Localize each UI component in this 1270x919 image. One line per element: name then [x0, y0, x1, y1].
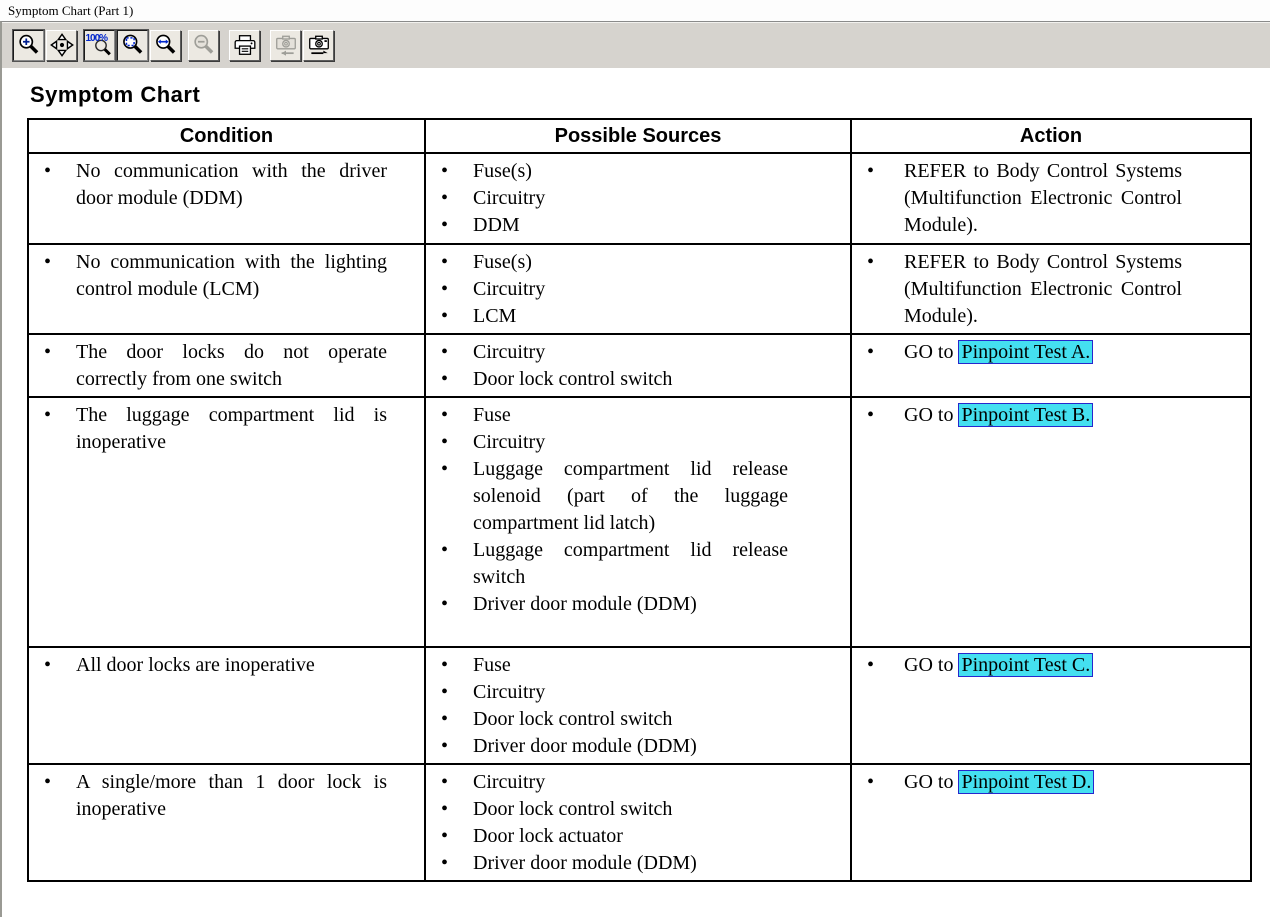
zoom-out-button: [188, 30, 219, 61]
previous-image-icon: [274, 33, 298, 57]
sources-cell: • Circuitry • Door lock control switch • Door lock actuator • Driver door module (DDM): [425, 764, 851, 881]
window-title: Symptom Chart (Part 1): [8, 2, 134, 18]
print-icon: [233, 33, 257, 57]
condition-cell: • No communication with the driver door module (DDM): [28, 153, 425, 244]
next-image-button[interactable]: [303, 30, 334, 61]
condition-cell: • A single/more than 1 door lock is inoperative: [28, 764, 425, 881]
zoom-fit-page-button[interactable]: [117, 30, 148, 61]
action-cell: • GO to Pinpoint Test C.: [851, 647, 1251, 764]
column-header-action: Action: [851, 119, 1251, 153]
action-cell: • GO to Pinpoint Test A.: [851, 334, 1251, 397]
next-image-icon: [307, 33, 331, 57]
action-cell: • GO to Pinpoint Test D.: [851, 764, 1251, 881]
table-row: [28, 153, 1251, 244]
condition-cell: • The luggage compartment lid is inoperative: [28, 397, 425, 647]
column-header-condition: Condition: [28, 119, 425, 153]
previous-image-button: [270, 30, 301, 61]
zoom-100-icon: 100%: [88, 33, 112, 57]
column-header-possible-sources: Possible Sources: [425, 119, 851, 153]
table-row: [28, 334, 1251, 397]
pinpoint-test-d-link[interactable]: Pinpoint Test D.: [958, 770, 1094, 794]
symptom-table: [27, 118, 1252, 882]
pinpoint-test-a-link[interactable]: Pinpoint Test A.: [958, 340, 1093, 364]
sources-cell: • Fuse(s) • Circuitry • DDM: [425, 153, 851, 244]
table-row: [28, 647, 1251, 764]
sources-cell: • Fuse • Circuitry • Door lock control switch • Driver door module (DDM): [425, 647, 851, 764]
page-title: Symptom Chart: [30, 82, 201, 107]
action-cell: • REFER to Body Control Systems (Multifunction Electronic Control Module).: [851, 153, 1251, 244]
sources-cell: • Circuitry • Door lock control switch: [425, 334, 851, 397]
zoom-100-button[interactable]: [84, 30, 115, 61]
toolbar: [0, 21, 1270, 68]
pinpoint-test-c-link[interactable]: Pinpoint Test C.: [958, 653, 1093, 677]
print-button[interactable]: [229, 30, 260, 61]
table-row: [28, 764, 1251, 881]
zoom-in-button[interactable]: [13, 30, 44, 61]
sources-cell: • Fuse • Circuitry • Luggage compartment lid release solenoid (part of the luggage compartment lid latch) • Luggage compartment lid release switch • Driver door module (DDM): [425, 397, 851, 647]
table-row: [28, 244, 1251, 334]
condition-cell: • The door locks do not operate correctly from one switch: [28, 334, 425, 397]
zoom-fit-page-icon: [121, 33, 145, 57]
zoom-out-icon: [192, 33, 216, 57]
pan-icon: [50, 33, 74, 57]
table-header-row: [28, 119, 1251, 153]
document-area: [0, 68, 1270, 917]
pinpoint-test-b-link[interactable]: Pinpoint Test B.: [958, 403, 1093, 427]
window-title-bar: [0, 0, 1270, 21]
action-cell: • GO to Pinpoint Test B.: [851, 397, 1251, 647]
condition-cell: • No communication with the lighting control module (LCM): [28, 244, 425, 334]
sources-cell: • Fuse(s) • Circuitry • LCM: [425, 244, 851, 334]
condition-cell: • All door locks are inoperative: [28, 647, 425, 764]
zoom-fit-width-icon: [154, 33, 178, 57]
zoom-fit-width-button[interactable]: [150, 30, 181, 61]
zoom-in-icon: [17, 33, 41, 57]
pan-button[interactable]: [46, 30, 77, 61]
table-row: [28, 397, 1251, 647]
action-cell: • REFER to Body Control Systems (Multifunction Electronic Control Module).: [851, 244, 1251, 334]
